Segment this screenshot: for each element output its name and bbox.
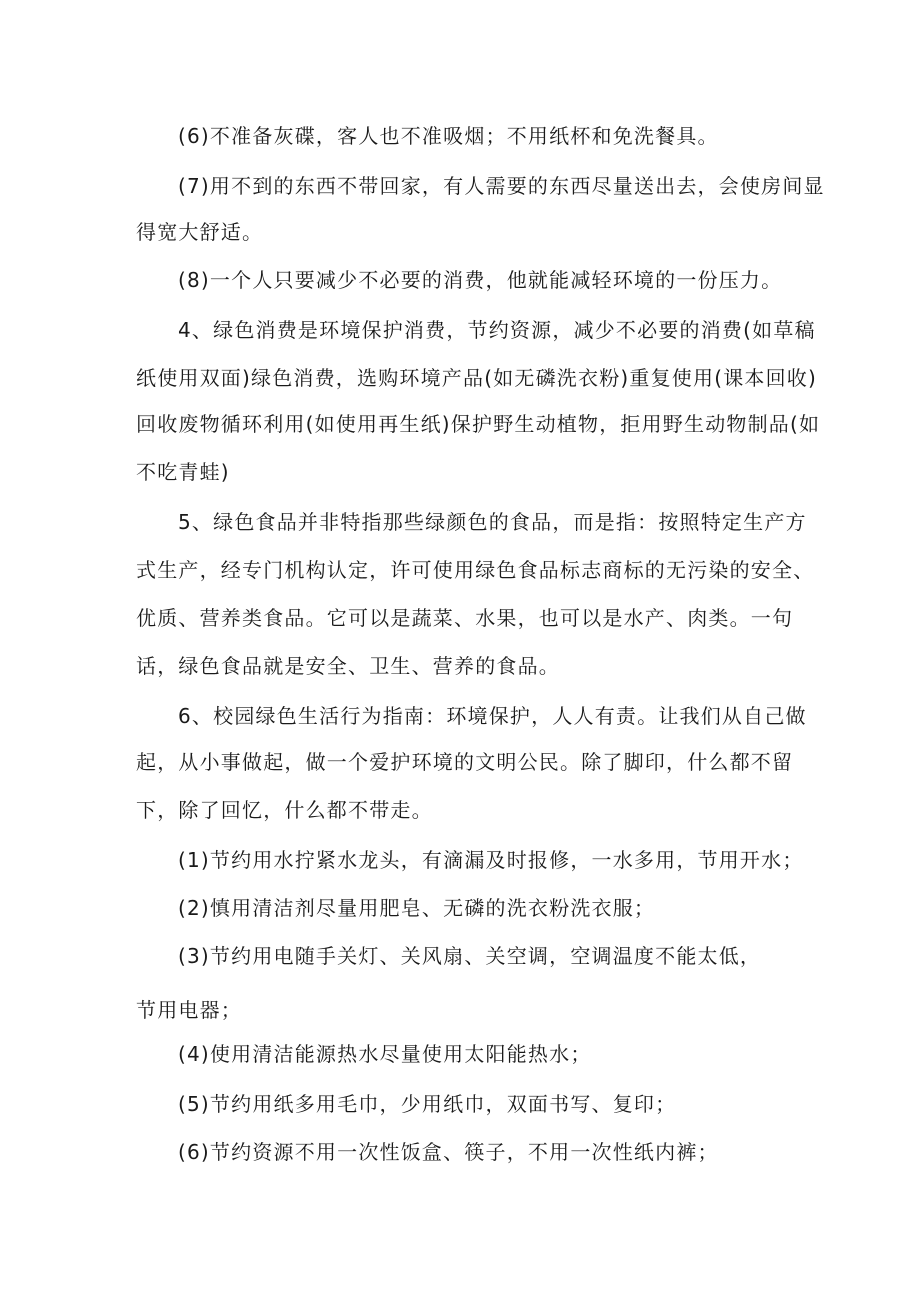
- paragraph-line: (6)节约资源不用一次性饭盒、筷子，不用一次性纸内裤；: [178, 1140, 719, 1164]
- paragraph-line: 4、绿色消费是环境保护消费，节约资源，减少不必要的消费(如草稿: [178, 318, 816, 342]
- paragraph-line: (6)不准备灰碟，客人也不准吸烟；不用纸杯和免洗餐具。: [178, 124, 719, 148]
- paragraph-line: 回收废物循环利用(如使用再生纸)保护野生动植物，拒用野生动物制品(如: [136, 412, 821, 436]
- paragraph-line: 话，绿色食品就是安全、卫生、营养的食品。: [136, 654, 560, 678]
- paragraph-line: (5)节约用纸多用毛巾，少用纸巾，双面书写、复印；: [178, 1092, 677, 1116]
- paragraph-line: (1)节约用水拧紧水龙头，有滴漏及时报修，一水多用，节用开水；: [178, 848, 804, 872]
- paragraph-line: (4)使用清洁能源热水尽量使用太阳能热水；: [178, 1042, 592, 1066]
- paragraph-line: (2)慎用清洁剂尽量用肥皂、无磷的洗衣粉洗衣服；: [178, 896, 656, 920]
- paragraph-line: 5、绿色食品并非特指那些绿颜色的食品，而是指：按照特定生产方: [178, 510, 807, 534]
- paragraph-line: 优质、营养类食品。它可以是蔬菜、水果，也可以是水产、肉类。一句: [136, 606, 794, 630]
- paragraph-line: 起，从小事做起，做一个爱护环境的文明公民。除了脚印，什么都不留: [136, 750, 794, 774]
- paragraph-line: 6、校园绿色生活行为指南：环境保护，人人有责。让我们从自己做: [178, 704, 807, 728]
- paragraph-line: (3)节约用电随手关灯、关风扇、关空调，空调温度不能太低，: [178, 944, 762, 968]
- paragraph-line: 得宽大舒适。: [136, 220, 264, 244]
- paragraph-line: 节用电器；: [136, 998, 242, 1022]
- paragraph-line: 下，除了回忆，什么都不带走。: [136, 798, 433, 822]
- paragraph-line: 纸使用双面)绿色消费，选购环境产品(如无磷洗衣粉)重复使用(课本回收): [136, 366, 818, 390]
- paragraph-line: (8)一个人只要减少不必要的消费，他就能减轻环境的一份压力。: [178, 268, 783, 292]
- paragraph-line: 式生产，经专门机构认定，许可使用绿色食品标志商标的无污染的安全、: [136, 558, 815, 582]
- paragraph-line: 不吃青蛙): [136, 460, 230, 484]
- paragraph-line: (7)用不到的东西不带回家，有人需要的东西尽量送出去，会使房间显: [178, 174, 825, 198]
